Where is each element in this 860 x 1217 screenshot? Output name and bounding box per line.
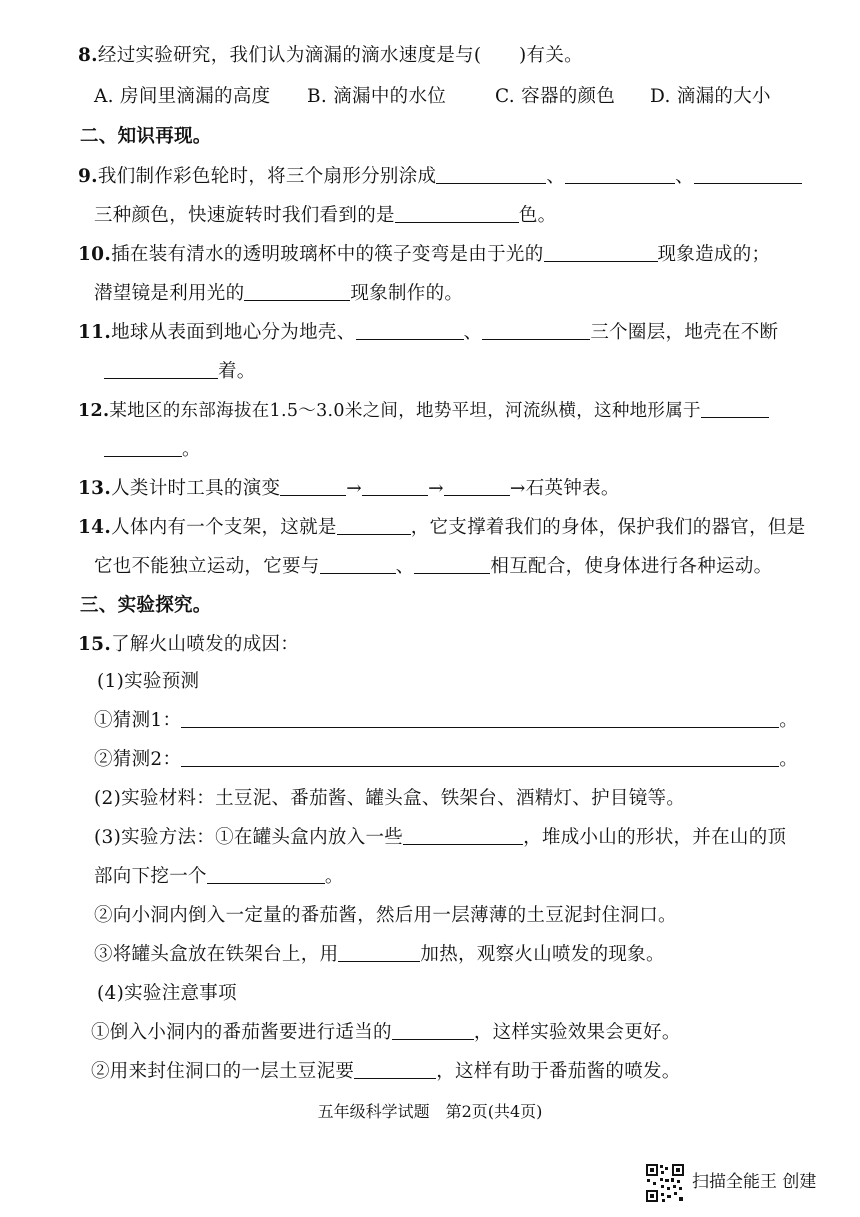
- guess-label: ②猜测2：: [94, 749, 182, 770]
- method-step-3: [94, 941, 665, 969]
- section-heading-2: 二、知识再现。: [80, 126, 212, 147]
- question-text: 人类计时工具的演变: [111, 478, 281, 499]
- answer-blank[interactable]: [694, 164, 802, 184]
- separator: 、: [546, 166, 566, 187]
- answer-blank[interactable]: [354, 1059, 436, 1079]
- question-number: 8.: [78, 45, 98, 66]
- question-text: 相互配合，使身体进行各种运动。: [490, 556, 773, 577]
- option-c: C. 容器的颜色: [495, 86, 616, 107]
- option-d: D. 滴漏的大小: [650, 86, 771, 107]
- question-13: [78, 475, 620, 503]
- punctuation: 。: [779, 749, 799, 770]
- note-2: [91, 1058, 681, 1086]
- guess-2-line: [94, 746, 798, 774]
- question-9-line2: [94, 202, 556, 230]
- question-10: [78, 241, 770, 269]
- question-text: 插在装有清水的透明玻璃杯中的筷子变弯是由于光的: [111, 244, 544, 265]
- question-text: 现象制作的。: [350, 283, 464, 304]
- separator: 、: [395, 556, 415, 577]
- answer-blank[interactable]: [244, 281, 350, 301]
- section-heading-3: 三、实验探究。: [80, 595, 212, 616]
- subheading-notes: (4)实验注意事项: [97, 983, 237, 1004]
- answer-blank[interactable]: [436, 164, 546, 184]
- question-text: 人体内有一个支架，这就是: [111, 517, 337, 538]
- answer-blank[interactable]: [403, 825, 523, 845]
- question-14-line2: [94, 553, 772, 581]
- arrow: →: [428, 478, 444, 499]
- qr-code-icon: [645, 1163, 685, 1203]
- separator: 、: [463, 322, 483, 343]
- separator: 、: [675, 166, 694, 187]
- answer-blank[interactable]: [337, 515, 411, 535]
- answer-blank[interactable]: [104, 359, 218, 379]
- question-15: [78, 631, 299, 659]
- question-10-line2: [94, 280, 463, 308]
- question-11: [78, 319, 778, 347]
- question-text: 现象造成的；: [657, 244, 771, 265]
- materials-line: (2)实验材料：土豆泥、番茄酱、罐头盒、铁架台、酒精灯、护目镜等。: [94, 788, 686, 809]
- answer-blank[interactable]: [544, 242, 658, 262]
- question-number: 10.: [78, 244, 112, 265]
- answer-blank[interactable]: [356, 320, 464, 340]
- question-text: ①倒入小洞内的番茄酱要进行适当的: [91, 1022, 392, 1043]
- answer-blank[interactable]: [395, 203, 519, 223]
- answer-blank[interactable]: [320, 554, 396, 574]
- answer-blank[interactable]: [207, 864, 325, 884]
- question-text: 它也不能独立运动，它要与: [94, 556, 320, 577]
- answer-blank[interactable]: [701, 398, 769, 418]
- subheading-prediction: (1)实验预测: [97, 671, 200, 692]
- question-text: ，这样实验效果会更好。: [473, 1022, 681, 1043]
- question-9: [78, 163, 802, 191]
- question-text: →石英钟表。: [509, 478, 620, 499]
- question-number: 15.: [78, 634, 112, 655]
- guess-1-line: [94, 707, 798, 735]
- question-text: 色。: [518, 205, 557, 226]
- question-number: 12.: [78, 401, 110, 421]
- question-text: 地球从表面到地心分为地壳、: [111, 322, 356, 343]
- answer-blank[interactable]: [338, 942, 420, 962]
- answer-blank[interactable]: [280, 476, 346, 496]
- option-a: A. 房间里滴漏的高度: [94, 86, 271, 107]
- question-text: 三种颜色，快速旋转时我们看到的是: [94, 205, 395, 226]
- question-text: 着。: [218, 361, 256, 382]
- method-step-2: ②向小洞内倒入一定量的番茄酱，然后用一层薄薄的土豆泥封住洞口。: [94, 905, 677, 926]
- question-text: ②用来封住洞口的一层土豆泥要: [91, 1061, 355, 1082]
- question-text: 我们制作彩色轮时，将三个扇形分别涂成: [97, 166, 437, 187]
- question-text: 某地区的东部海拔在1.5～3.0米之间，地势平坦，河流纵横，这种地形属于: [109, 401, 701, 421]
- method-line-2: [94, 863, 344, 891]
- answer-blank[interactable]: [444, 476, 510, 496]
- punctuation: 。: [324, 866, 344, 887]
- question-number: 11.: [78, 322, 112, 343]
- option-b: B. 滴漏中的水位: [307, 86, 447, 107]
- question-number: 14.: [78, 517, 112, 538]
- answer-blank[interactable]: [181, 747, 779, 767]
- answer-blank[interactable]: [181, 708, 779, 728]
- question-12-line2: [104, 436, 201, 464]
- answer-blank[interactable]: [104, 437, 182, 457]
- question-text: ，它支撑着我们的身体，保护我们的器官，但是: [410, 517, 806, 538]
- scanner-watermark: 扫描全能王 创建: [692, 1172, 817, 1192]
- page-footer: 五年级科学试题 第2页(共4页): [317, 1102, 543, 1121]
- answer-blank[interactable]: [482, 320, 590, 340]
- answer-blank[interactable]: [414, 554, 490, 574]
- note-1: [91, 1019, 681, 1047]
- answer-blank[interactable]: [392, 1020, 474, 1040]
- answer-blank[interactable]: [565, 164, 675, 184]
- question-8: [78, 42, 583, 70]
- question-text: 经过实验研究，我们认为滴漏的滴水速度是与( )有关。: [97, 45, 583, 66]
- question-text: 三个圈层，地壳在不断: [590, 322, 779, 343]
- question-text: (3)实验方法：①在罐头盒内放入一些: [94, 827, 404, 848]
- arrow: →: [346, 478, 363, 499]
- guess-label: ①猜测1：: [94, 710, 182, 731]
- question-12: [78, 397, 769, 425]
- answer-blank[interactable]: [362, 476, 428, 496]
- question-text: 部向下挖一个: [94, 866, 207, 887]
- question-text: 潜望镜是利用光的: [94, 283, 245, 304]
- question-text: 了解火山喷发的成因：: [111, 634, 300, 655]
- question-text: ③将罐头盒放在铁架台上，用: [94, 944, 339, 965]
- punctuation: 。: [779, 710, 799, 731]
- question-text: 加热，观察火山喷发的现象。: [420, 944, 665, 965]
- question-number: 13.: [78, 478, 112, 499]
- question-text: 。: [182, 439, 201, 460]
- question-text: ，这样有助于番茄酱的喷发。: [436, 1061, 681, 1082]
- question-number: 9.: [78, 166, 98, 187]
- question-text: ，堆成小山的形状，并在山的顶: [523, 827, 787, 848]
- question-11-line2: [104, 358, 256, 386]
- question-14: [78, 514, 806, 542]
- method-line: [94, 824, 786, 852]
